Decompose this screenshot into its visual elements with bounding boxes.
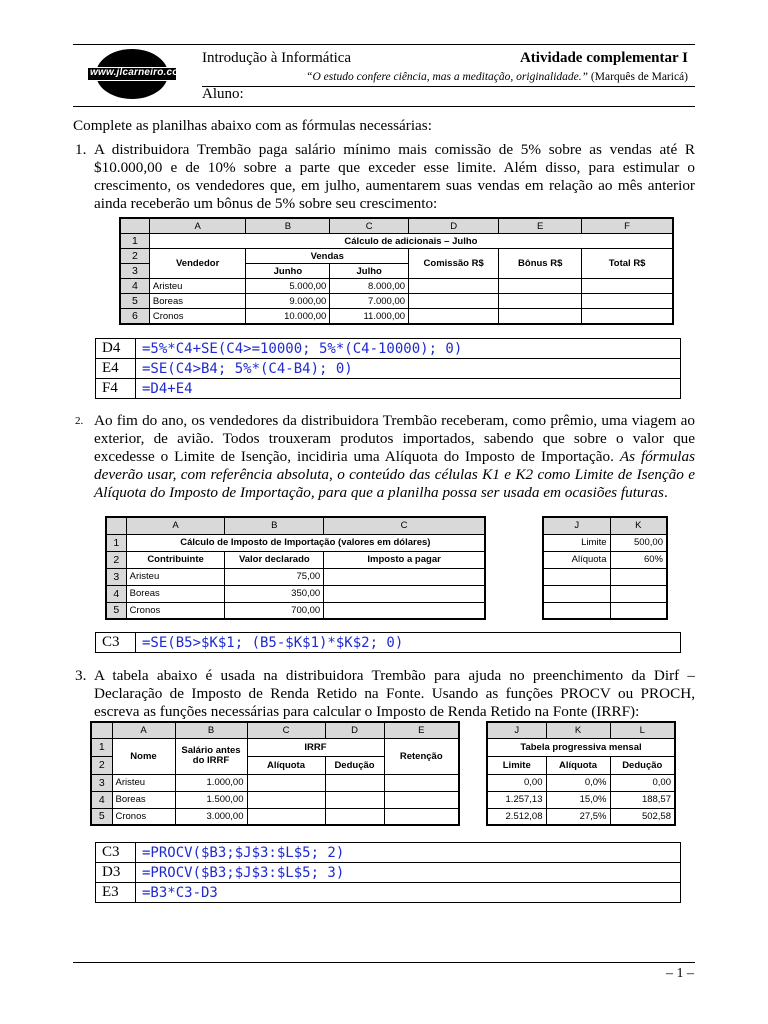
formula-cell-ref: F4 [96, 379, 136, 399]
header-junho: Junho [246, 264, 330, 279]
cell-bonus [499, 279, 582, 294]
cell-imposto [324, 568, 485, 585]
header-contribuinte: Contribuinte [126, 551, 225, 568]
header-vendas: Vendas [246, 249, 409, 264]
cell-nome: Cronos [112, 808, 175, 825]
col-header-j: J [487, 722, 546, 738]
col-header-d: D [325, 722, 384, 738]
cell-imposto [324, 602, 485, 619]
formula-answer[interactable]: =B3*C3-D3 [136, 883, 681, 903]
col-header-k: K [610, 517, 667, 534]
cell-deducao [325, 791, 384, 808]
sheet-title: Cálculo de Imposto de Importação (valores em dólares) [126, 534, 485, 551]
site-logo [86, 47, 188, 102]
q2-spreadsheet [105, 516, 486, 620]
table-row [487, 791, 675, 808]
cell-vendedor: Boreas [149, 294, 246, 309]
header-total: Total R$ [582, 249, 673, 279]
aliquota-value: 60% [610, 551, 667, 568]
col-header-e: E [499, 218, 582, 234]
q3-text: A tabela abaixo é usada na distribuidora Trembão para ajuda no preenchimento da Dirf – Declaração de Imposto de Renda Retido na Fonte. Usando as funções PROCV ou PROCH, escreva as funções necessárias para calcular o Imposto de Renda Retido na Fonte (IRRF): [94, 667, 695, 720]
formula-cell-ref: C3 [96, 843, 136, 863]
page-number: – 1 – [666, 966, 694, 981]
empty-cell [610, 602, 667, 619]
activity-title: Atividade complementar I [519, 50, 688, 66]
cell-junho: 10.000,00 [246, 309, 330, 325]
q3-number: 3. [75, 667, 87, 684]
empty-cell [543, 602, 610, 619]
q2-text-end: . [663, 484, 668, 501]
header-imposto: Imposto a pagar [324, 551, 485, 568]
header-quote [306, 71, 688, 83]
cell-total [582, 279, 673, 294]
q2-formula-box [95, 632, 681, 653]
cell-aliquota: 0,0% [546, 774, 610, 791]
table-row [91, 774, 459, 791]
col-header-a: A [126, 517, 225, 534]
row-header: 5 [120, 294, 149, 309]
cell-comissao [409, 309, 499, 325]
table-row [106, 602, 485, 619]
q1-spreadsheet [119, 217, 674, 325]
student-label: Aluno: [202, 86, 244, 102]
table-row [106, 568, 485, 585]
cell-julho: 11.000,00 [330, 309, 409, 325]
row-header: 1 [106, 534, 126, 551]
quote-underline [202, 86, 695, 87]
limite-value: 500,00 [610, 534, 667, 551]
cell-junho: 5.000,00 [246, 279, 330, 294]
cell-julho: 7.000,00 [330, 294, 409, 309]
header-valor-declarado: Valor declarado [225, 551, 324, 568]
formula-cell-ref: C3 [96, 633, 136, 653]
formula-answer[interactable]: =D4+E4 [136, 379, 681, 399]
cell-julho: 8.000,00 [330, 279, 409, 294]
q3-spreadsheet [90, 721, 460, 826]
cell-deducao: 0,00 [610, 774, 675, 791]
formula-answer[interactable]: =SE(C4>B4; 5%*(C4-B4); 0) [136, 359, 681, 379]
formula-answer[interactable]: =SE(B5>$K$1; (B5-$K$1)*$K$2; 0) [136, 633, 681, 653]
row-header: 6 [120, 309, 149, 325]
cell-contribuinte: Aristeu [126, 568, 225, 585]
cell-deducao [325, 774, 384, 791]
empty-cell [610, 568, 667, 585]
row-header: 1 [91, 738, 112, 756]
cell-nome: Boreas [112, 791, 175, 808]
cell-nome: Aristeu [112, 774, 175, 791]
cell-limite: 0,00 [487, 774, 546, 791]
table-row [106, 585, 485, 602]
limite-label: Limite [543, 534, 610, 551]
row-header: 3 [91, 774, 112, 791]
header-irrf: IRRF [247, 738, 384, 756]
cell-junho: 9.000,00 [246, 294, 330, 309]
cell-valor: 75,00 [225, 568, 324, 585]
header-deducao: Dedução [325, 756, 384, 774]
cell-aliquota: 27,5% [546, 808, 610, 825]
corner-cell [91, 722, 112, 738]
q2-number: 2. [75, 415, 84, 427]
table-row [487, 808, 675, 825]
row-header: 2 [91, 756, 112, 774]
formula-cell-ref: E3 [96, 883, 136, 903]
header-aliquota: Alíquota [546, 756, 610, 774]
row-header: 4 [106, 585, 126, 602]
cell-limite: 1.257,13 [487, 791, 546, 808]
cell-retencao [384, 791, 459, 808]
cell-contribuinte: Cronos [126, 602, 225, 619]
header-nome: Nome [112, 738, 175, 774]
row-header: 3 [120, 264, 149, 279]
col-header-c: C [330, 218, 409, 234]
footer-rule [73, 962, 695, 963]
col-header-e: E [384, 722, 459, 738]
col-header-b: B [246, 218, 330, 234]
header-vendedor: Vendedor [149, 249, 246, 279]
side-table-title: Tabela progressiva mensal [487, 738, 675, 756]
cell-valor: 350,00 [225, 585, 324, 602]
course-title: Introdução à Informática [202, 50, 352, 66]
cell-deducao [325, 808, 384, 825]
col-header-j: J [543, 517, 610, 534]
empty-cell [543, 585, 610, 602]
aliquota-label: Alíquota [543, 551, 610, 568]
quote-author: (Marquês de Maricá) [590, 71, 688, 83]
formula-cell-ref: E4 [96, 359, 136, 379]
formula-cell-ref: D4 [96, 339, 136, 359]
q3-side-table [486, 721, 676, 826]
cell-salario: 1.500,00 [175, 791, 247, 808]
header-aliquota: Alíquota [247, 756, 325, 774]
table-row [91, 808, 459, 825]
empty-cell [543, 568, 610, 585]
q2-text [94, 412, 695, 502]
cell-salario: 1.000,00 [175, 774, 247, 791]
row-header: 5 [106, 602, 126, 619]
formula-answer[interactable]: =PROCV($B3;$J$3:$L$5; 2) [136, 843, 681, 863]
cell-comissao [409, 279, 499, 294]
q1-text: A distribuidora Trembão paga salário mínimo mais comissão de 5% sobre as vendas até R $10.000,00 e de 10% sobre a parte que exceder esse limite. Além disso, para estimular o crescimento, os vendedores que, em julho, aumentarem suas vendas em relação ao mês anterior ainda receberão um bônus de 5% sobre seu crescimento: [94, 141, 695, 212]
corner-cell [120, 218, 149, 234]
col-header-b: B [225, 517, 324, 534]
col-header-l: L [610, 722, 675, 738]
cell-vendedor: Cronos [149, 309, 246, 325]
table-row [91, 791, 459, 808]
cell-bonus [499, 294, 582, 309]
cell-imposto [324, 585, 485, 602]
header-comissao: Comissão R$ [409, 249, 499, 279]
q2-text-italic: As fórmulas deverão usar, com referência absoluta, o conteúdo das células K1 e K2 como Limite de Isenção e Alíquota do Imposto de Importação, para que a planilha possa ser usada em ocasiões futuras [94, 448, 696, 501]
row-header: 5 [91, 808, 112, 825]
q1-formula-box [95, 338, 681, 399]
col-header-k: K [546, 722, 610, 738]
q1-number: 1. [75, 141, 87, 158]
header-retencao: Retenção [384, 738, 459, 774]
cell-deducao: 502,58 [610, 808, 675, 825]
row-header: 4 [91, 791, 112, 808]
cell-contribuinte: Boreas [126, 585, 225, 602]
formula-answer[interactable]: =5%*C4+SE(C4>=10000; 5%*(C4-10000); 0) [136, 339, 681, 359]
cell-limite: 2.512,08 [487, 808, 546, 825]
q3-formula-box [95, 842, 681, 903]
header-top-rule [73, 44, 695, 45]
row-header: 3 [106, 568, 126, 585]
intro-text: Complete as planilhas abaixo com as fórmulas necessárias: [73, 117, 432, 134]
col-header-b: B [175, 722, 247, 738]
empty-cell [610, 585, 667, 602]
header-bonus: Bônus R$ [499, 249, 582, 279]
cell-comissao [409, 294, 499, 309]
table-row [120, 294, 673, 309]
row-header: 1 [120, 234, 149, 249]
q2-text-main: Ao fim do ano, os vendedores da distribuidora Trembão receberam, como prêmio, uma viagem ao exterior, de avião. Todos trouxeram produtos importados, sabendo que sobre o valor que excedesse o Limite de Isenção, incidiria uma Alíquota do Imposto de Importação. [94, 412, 695, 465]
cell-total [582, 294, 673, 309]
header-deducao: Dedução [610, 756, 675, 774]
col-header-a: A [149, 218, 246, 234]
cell-salario: 3.000,00 [175, 808, 247, 825]
row-header: 4 [120, 279, 149, 294]
cell-aliquota: 15,0% [546, 791, 610, 808]
table-row [120, 279, 673, 294]
q2-side-table [542, 516, 668, 620]
cell-aliquota [247, 774, 325, 791]
header-limite: Limite [487, 756, 546, 774]
table-row [120, 309, 673, 325]
header-bottom-rule [73, 106, 695, 107]
col-header-a: A [112, 722, 175, 738]
corner-cell [106, 517, 126, 534]
cell-valor: 700,00 [225, 602, 324, 619]
cell-deducao: 188,57 [610, 791, 675, 808]
cell-bonus [499, 309, 582, 325]
row-header: 2 [106, 551, 126, 568]
cell-retencao [384, 774, 459, 791]
formula-cell-ref: D3 [96, 863, 136, 883]
header-salario: Salário antes do IRRF [175, 738, 247, 774]
table-row [487, 774, 675, 791]
col-header-c: C [324, 517, 485, 534]
formula-answer[interactable]: =PROCV($B3;$J$3:$L$5; 3) [136, 863, 681, 883]
col-header-d: D [409, 218, 499, 234]
quote-text: “O estudo confere ciência, mas a meditação, originalidade.” [306, 71, 589, 83]
cell-aliquota [247, 791, 325, 808]
col-header-f: F [582, 218, 673, 234]
col-header-c: C [247, 722, 325, 738]
sheet-title: Cálculo de adicionais – Julho [149, 234, 673, 249]
header-julho: Julho [330, 264, 409, 279]
cell-vendedor: Aristeu [149, 279, 246, 294]
cell-retencao [384, 808, 459, 825]
cell-total [582, 309, 673, 325]
row-header: 2 [120, 249, 149, 264]
cell-aliquota [247, 808, 325, 825]
logo-text: www.jlcarneiro.com [90, 67, 188, 78]
